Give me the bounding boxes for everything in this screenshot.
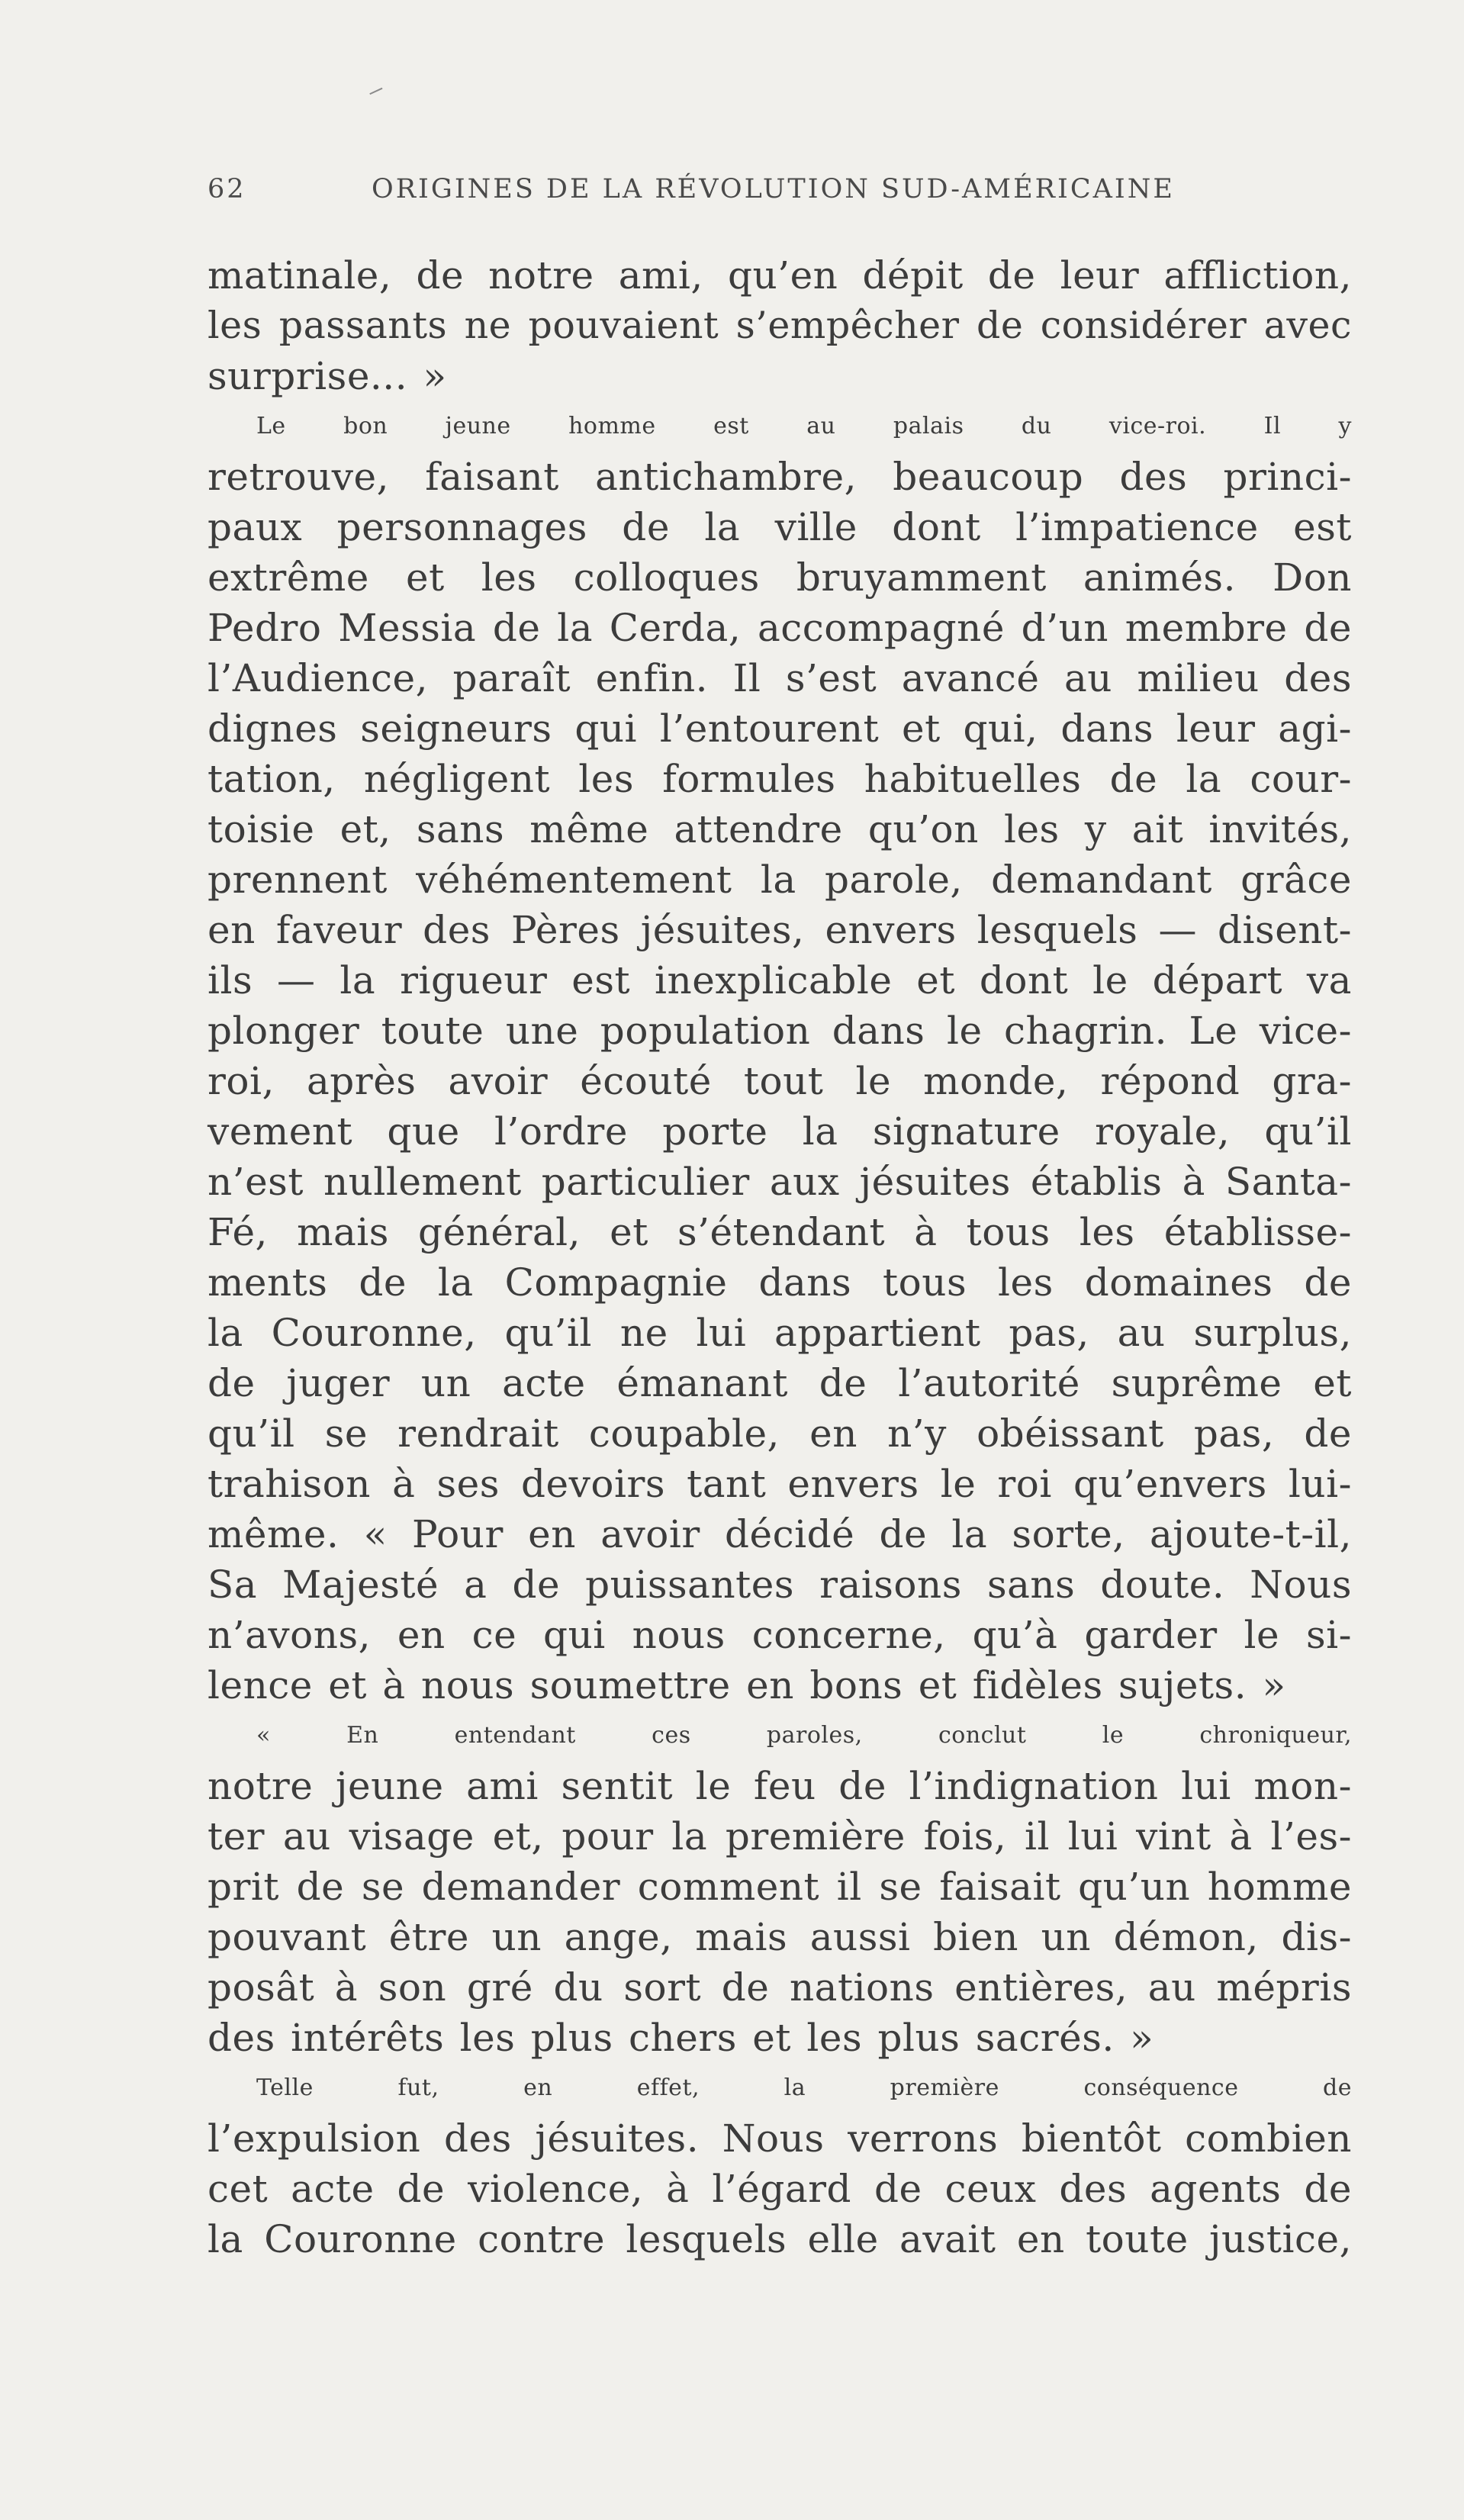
text-line: surprise... » [208, 354, 447, 398]
text-line: les passants ne pouvaient s’empêcher de considérer avec [208, 304, 1352, 347]
text-line: en faveur des Pères jésuites, envers lesquels — disent- [208, 908, 1352, 952]
text-line: Fé, mais général, et s’étendant à tous les établisse- [208, 1210, 1352, 1254]
text-line: même. « Pour en avoir décidé de la sorte, ajoute-t-il, [208, 1512, 1352, 1556]
text-line: pouvant être un ange, mais aussi bien un démon, dis- [208, 1915, 1352, 1959]
text-line: tation, négligent les formules habituelles de la cour- [208, 757, 1352, 801]
text-line: dignes seigneurs qui l’entourent et qui, dans leur agi- [208, 706, 1352, 751]
text-line: la Couronne contre lesquels elle avait en toute justice, [208, 2217, 1352, 2261]
text-line: n’avons, en ce qui nous concerne, qu’à garder le si- [208, 1613, 1352, 1657]
text-line: ils — la rigueur est inexplicable et dont le départ va [208, 958, 1352, 1003]
text-line: de juger un acte émanant de l’autorité suprême et [208, 1361, 1352, 1405]
text-line: extrême et les colloques bruyamment animés. Don [208, 555, 1352, 600]
pencil-mark [369, 88, 385, 101]
text-line: la Couronne, qu’il ne lui appartient pas, au surplus, [208, 1311, 1352, 1355]
text-line: ments de la Compagnie dans tous les domaines de [208, 1260, 1352, 1305]
text-line: trahison à ses devoirs tant envers le roi qu’envers lui- [208, 1462, 1352, 1506]
text-line: plonger toute une population dans le chagrin. Le vice- [208, 1009, 1352, 1053]
text-line: n’est nullement particulier aux jésuites établis à Santa- [208, 1160, 1352, 1204]
text-line: « En entendant ces paroles, conclut le chroniqueur, [256, 1722, 1352, 1749]
text-line: qu’il se rendrait coupable, en n’y obéissant pas, de [208, 1411, 1352, 1456]
text-line: l’Audience, paraît enfin. Il s’est avancé au milieu des [208, 656, 1352, 700]
page-header [208, 174, 1276, 220]
text-line: lence et à nous soumettre en bons et fidèles sujets. » [208, 1663, 1286, 1707]
text-line: notre jeune ami sentit le feu de l’indignation lui mon- [208, 1764, 1352, 1808]
text-line: Telle fut, en effet, la première conséquence de [256, 2074, 1352, 2101]
text-line: des intérêts les plus chers et les plus sacrés. » [208, 2016, 1154, 2060]
running-head: ORIGINES DE LA RÉVOLUTION SUD-AMÉRICAINE [372, 174, 1175, 204]
text-line: l’expulsion des jésuites. Nous verrons bientôt combien [208, 2116, 1352, 2161]
text-line: matinale, de notre ami, qu’en dépit de leur affliction, [208, 253, 1352, 298]
text-line: posât à son gré du sort de nations entières, au mépris [208, 1965, 1352, 2010]
text-line: retrouve, faisant antichambre, beaucoup des princi- [208, 455, 1352, 499]
text-line: paux personnages de la ville dont l’impatience est [208, 505, 1352, 549]
text-line: prennent véhémentement la parole, demandant grâce [208, 858, 1352, 902]
text-line: vement que l’ordre porte la signature royale, qu’il [208, 1109, 1352, 1154]
text-line: Pedro Messia de la Cerda, accompagné d’un membre de [208, 606, 1352, 650]
text-line: Sa Majesté a de puissantes raisons sans doute. Nous [208, 1563, 1352, 1607]
text-line: Le bon jeune homme est au palais du vice-roi. Il y [256, 413, 1352, 439]
text-line: ter au visage et, pour la première fois, il lui vint à l’es- [208, 1814, 1352, 1859]
text-line: toisie et, sans même attendre qu’on les y ait invités, [208, 807, 1352, 851]
page-number: 62 [208, 174, 246, 204]
text-line: cet acte de violence, à l’égard de ceux des agents de [208, 2167, 1352, 2211]
text-line: roi, après avoir écouté tout le monde, répond gra- [208, 1059, 1352, 1103]
body-text [208, 250, 1352, 2264]
text-line: prit de se demander comment il se faisait qu’un homme [208, 1865, 1352, 1909]
